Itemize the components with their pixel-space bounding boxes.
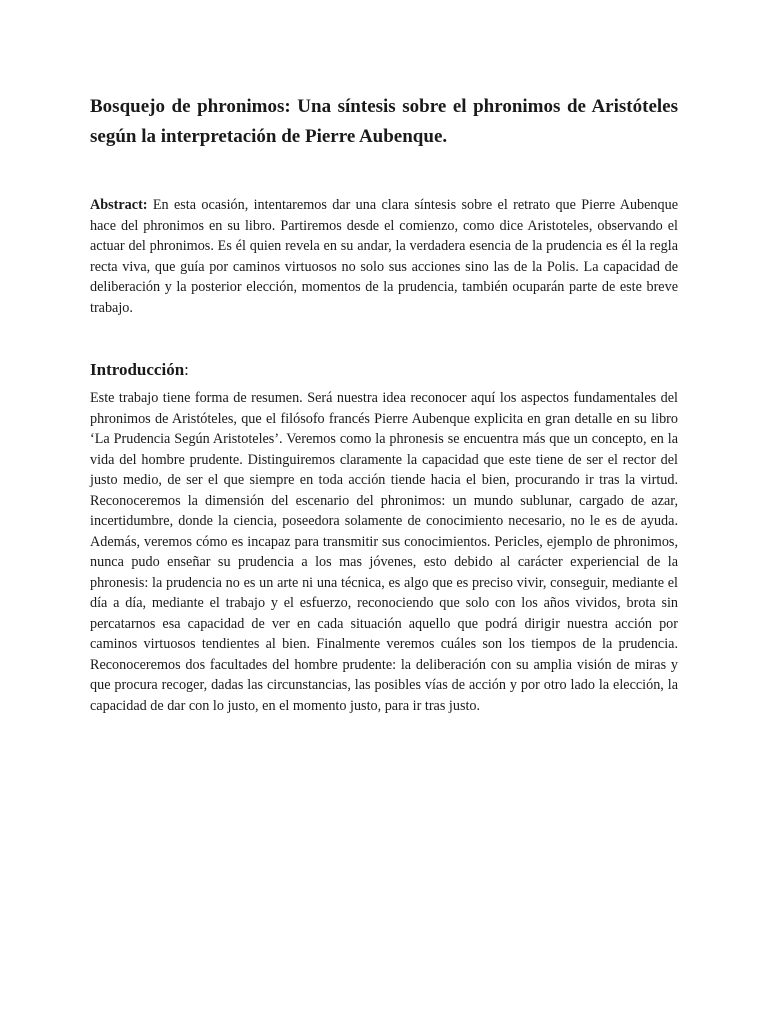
introduction-heading: [90, 358, 678, 382]
abstract-label: Abstract:: [90, 197, 148, 213]
abstract-paragraph: [90, 195, 678, 318]
document-title: Bosquejo de phronimos: Una síntesis sobre el phronimos de Aristóteles según la interpretación de Pierre Aubenque.: [90, 96, 678, 147]
abstract-text: En esta ocasión, intentaremos dar una clara síntesis sobre el retrato que Pierre Aubenque hace del phronimos en su libro. Partiremos desde el comienzo, como dice Aristoteles, observando el actuar del phronimos. Es él quien revela en su andar, la verdadera esencia de la prudencia es él la regla recta viva, que guía por caminos virtuosos no solo sus acciones sino las de la Polis. La capacidad de deliberación y la posterior elección, momentos de la prudencia, también ocuparán parte de este breve trabajo.: [90, 197, 679, 316]
document-page: [90, 0, 678, 716]
introduction-heading-colon: :: [184, 360, 189, 379]
introduction-heading-text: Introducción: [90, 360, 185, 379]
introduction-paragraph: Este trabajo tiene forma de resumen. Será nuestra idea reconocer aquí los aspectos fundamentales del phronimos de Aristóteles, que el filósofo francés Pierre Aubenque explicita en gran detalle en su libro ‘La Prudencia Según Aristoteles’. Veremos como la phronesis se encuentra más que un concepto, en la vida del hombre prudente. Distinguiremos claramente la capacidad que este tiene de ser el rector del justo medio, de ser el que siempre en toda acción tiende hacia el bien, procurando ir tras la virtud. Reconoceremos la dimensión del escenario del phronimos: un mundo sublunar, cargado de azar, incertidumbre, donde la ciencia, poseedora solamente de conocimiento necesario, no le es de ayuda. Además, veremos cómo es incapaz para transmitir sus conocimientos. Pericles, ejemplo de phronimos, nunca pudo enseñar su prudencia a los mas jóvenes, esto debido al carácter experiencial de la phronesis: la prudencia no es un arte ni una técnica, es algo que es preciso vivir, conseguir, mediante el día a día, mediante el trabajo y el esfuerzo, reconociendo que solo con los años vividos, brota sin percatarnos esa capacidad de ver en cada situación aquello que podrá dirigir nuestra acción por caminos virtuosos tendientes al bien. Finalmente veremos cuáles son los tiempos de la prudencia. Reconoceremos dos facultades del hombre prudente: la deliberación con su amplia visión de miras y que procura recoger, dadas las circunstancias, las posibles vías de acción y por otro lado la elección, la capacidad de dar con lo justo, en el momento justo, para ir tras justo.: [90, 390, 678, 714]
